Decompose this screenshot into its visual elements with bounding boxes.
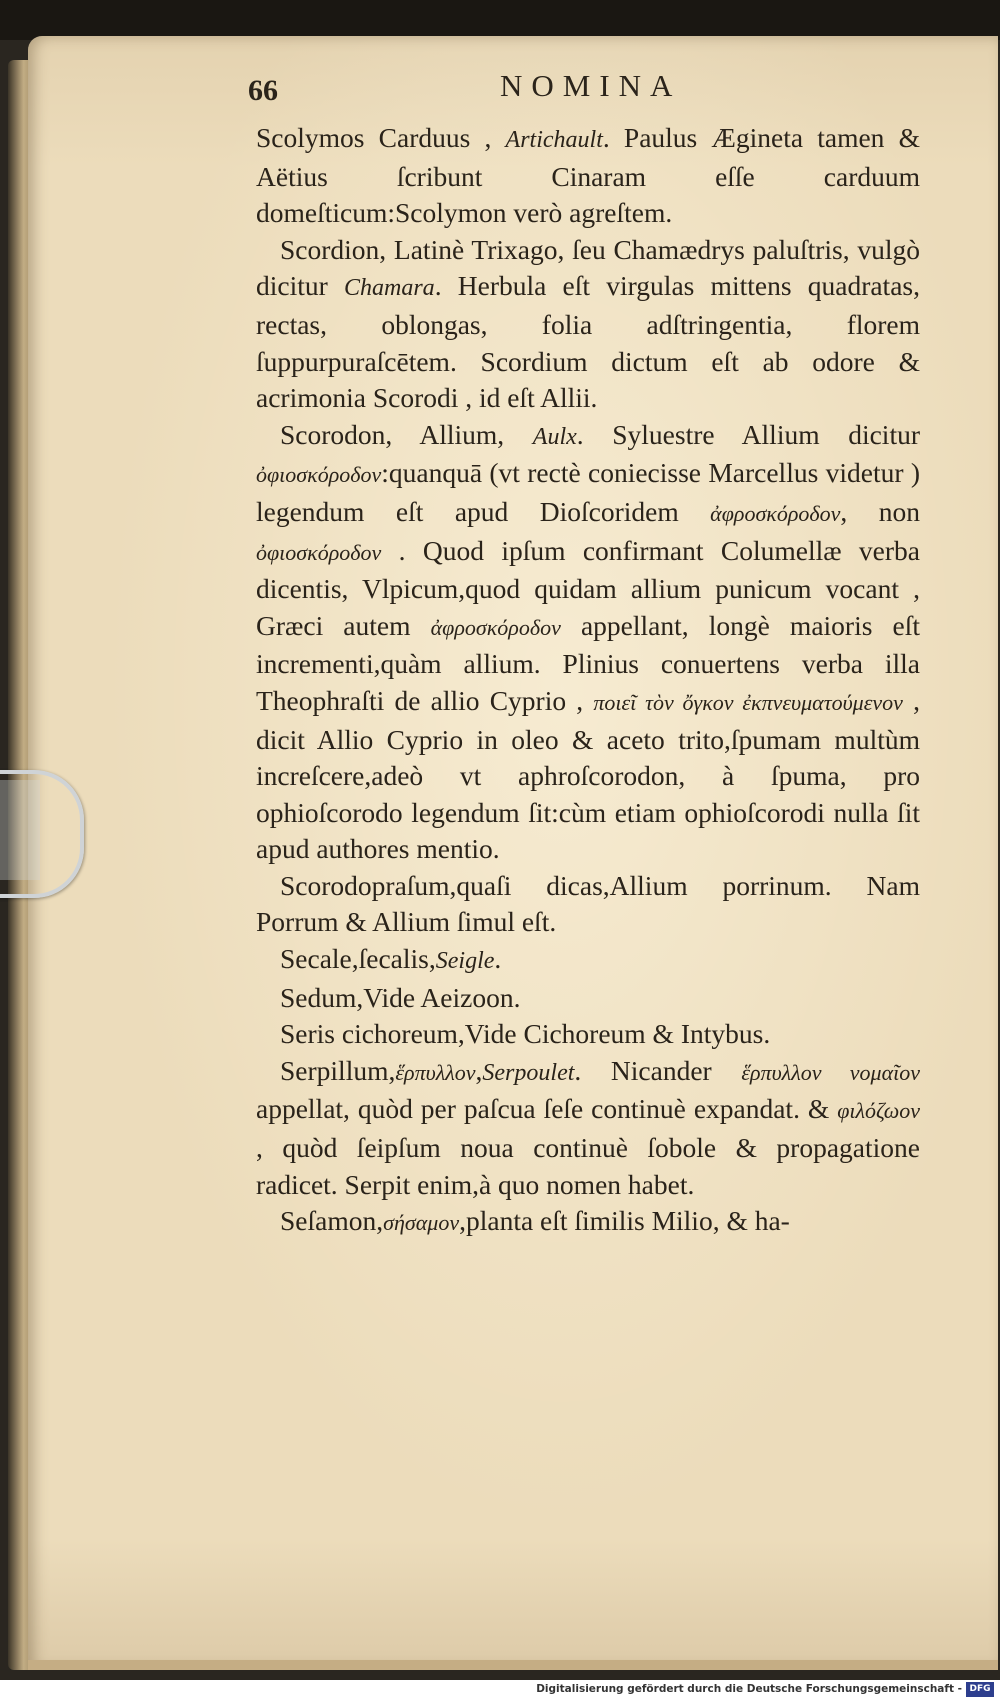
entry-text: . Paulus Ægineta tamen & Aëtius ſcribunt Cinaram eſſe carduum domeſticum:Scolymon verò agreſtem. — [256, 122, 920, 229]
entry-text: , — [475, 1054, 483, 1086]
entry-text: Scorodon, Allium, — [280, 418, 533, 450]
entry-paragraph — [256, 868, 920, 941]
entry-paragraph — [256, 232, 920, 417]
digitization-footer — [0, 1680, 1000, 1701]
entry-text: Scorodopraſum,quaſi dicas,Allium porrinum. Nam Porrum & Allium ſimul eſt. — [256, 869, 920, 938]
entry-text: appellat, quòd per paſcua ſeſe continuè expandat. & — [256, 1093, 838, 1125]
entry-text: appellant, longè maioris eſt incrementi,quàm allium. Plinius conuertens verba illa Theophraſti de allio Cyprio , — [256, 609, 920, 716]
entry-paragraph — [256, 120, 920, 232]
greek-term: ἕρπυλλον νομαῖον — [741, 1059, 920, 1085]
entry-text: Serpillum, — [280, 1054, 396, 1086]
entry-text: , quòd ſeipſum noua continuè ſobole & propagatione radicet. Serpit enim,à quo nomen habet. — [256, 1132, 920, 1200]
vernacular-term: Seigle — [435, 948, 495, 975]
entry-text: Scordion, Latinè Trixago, ſeu Chamædrys paluſtris, vulgò dicitur — [256, 233, 920, 302]
entry-text: . Syluestre Allium dicitur — [576, 418, 920, 450]
entry-text: Seris cichoreum,Vide Cichoreum & Intybus. — [280, 1018, 771, 1050]
greek-term: ὀφιοσκόροδον — [256, 462, 382, 488]
greek-term: ἀφροσκόροδον — [710, 500, 841, 526]
greek-term: ὀφιοσκόροδον — [256, 539, 382, 565]
dfg-logo-icon: DFG — [966, 1682, 994, 1697]
entry-paragraph — [256, 941, 920, 980]
entry-paragraph — [256, 980, 920, 1017]
entry-text: Seſamon, — [280, 1205, 384, 1237]
entry-text: Scolymos Carduus , — [256, 122, 506, 153]
entry-paragraph — [256, 417, 920, 868]
vernacular-term: Artichault — [505, 127, 603, 153]
entry-text: , non — [840, 495, 920, 527]
text-block — [256, 120, 920, 1242]
entry-text: :quanquā (vt rectè coniecisse Marcellus videtur ) legendum eſt apud Dioſcoridem — [256, 457, 920, 527]
page-clip-icon — [0, 770, 84, 898]
greek-term: ποιεῖ τὸν ὄγκον ἐκπνευματούμενον — [593, 689, 903, 715]
vernacular-term: Aulx — [532, 423, 577, 450]
vernacular-term: Serpoulet — [482, 1059, 575, 1086]
entry-paragraph — [256, 1203, 920, 1242]
page-bottom-edge — [28, 1660, 998, 1670]
page-number: 66 — [248, 74, 278, 107]
entry-text: Secale,ſecalis, — [280, 943, 436, 975]
greek-term: ἀφροσκόροδον — [430, 614, 561, 640]
running-head: NOMINA — [500, 68, 682, 103]
greek-term: φιλόζωον — [837, 1098, 920, 1124]
entry-text: . — [494, 943, 502, 975]
entry-text: . Nicander — [574, 1054, 742, 1086]
entry-text: ,planta eſt ſimilis Milio, & ha- — [459, 1205, 790, 1237]
entry-text: Sedum,Vide Aeizoon. — [280, 981, 521, 1013]
greek-term: σήσαμον — [383, 1210, 460, 1236]
scan-background-top — [0, 0, 1000, 40]
entry-text: . Quod ipſum confirmant Columellæ verba dicentis, Vlpicum,quod quidam allium punicum vocant , Græci autem — [256, 534, 920, 641]
entry-paragraph — [256, 1016, 920, 1053]
page-header — [0, 66, 1000, 110]
entry-text: , dicit Allio Cyprio in oleo & aceto trito,ſpumam multùm increſcere,adeò vt aphroſcorodon, à ſpuma, pro ophioſcorodo legendum ſit:cùm etiam ophioſcorodi nulla ſit apud authores mentio. — [256, 684, 921, 865]
entry-paragraph — [256, 1053, 920, 1203]
entry-text: . Herbula eſt virgulas mittens quadratas, rectas, oblongas, folia adſtringentia, florem ſuppurpuraſcētem. Scordium dictum eſt ab odore & acrimonia Scorodi , id eſt Allii. — [256, 270, 920, 414]
vernacular-term: Chamara — [344, 275, 435, 302]
footer-credit: Digitalisierung gefördert durch die Deutsche Forschungsgemeinschaft - — [536, 1683, 962, 1695]
greek-term: ἕρπυλλον — [395, 1059, 476, 1085]
